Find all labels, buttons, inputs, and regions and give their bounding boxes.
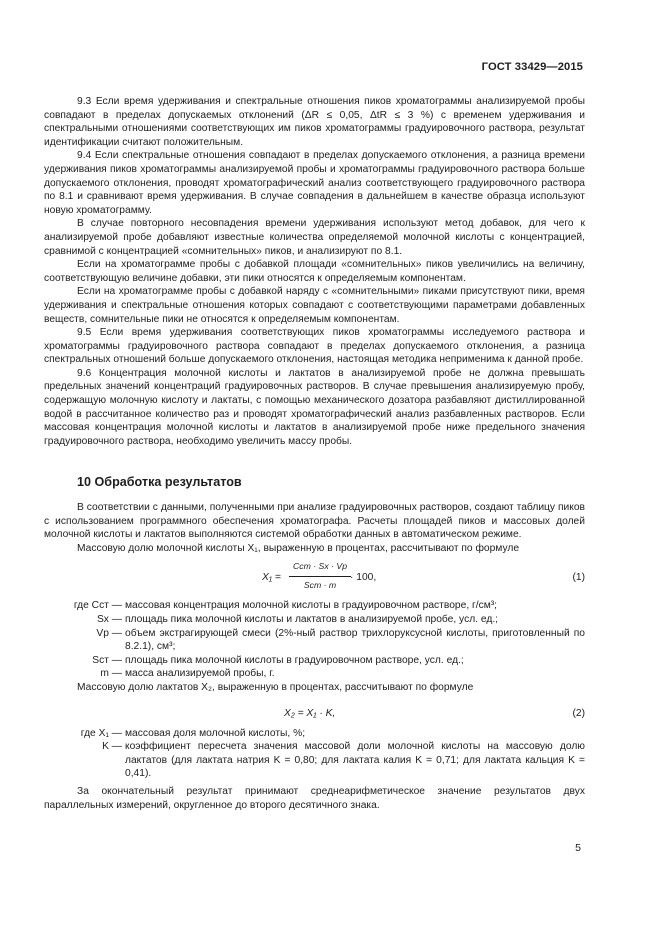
formula2-definitions xyxy=(44,727,585,781)
page-content xyxy=(44,95,585,812)
definition-symbol: Vр — xyxy=(96,627,122,639)
definition-text: масса анализируемой пробы, г. xyxy=(125,668,275,680)
formula-2 xyxy=(44,701,585,725)
paragraph-9-4-increase: Если на хроматограмме пробы с добавкой площади «сомнительных» пиков увеличились на величину, соответствующую величине добавки, эти пики относятся к определяемым компонентам. xyxy=(44,259,585,284)
formula1-lhs: X₁ = xyxy=(262,572,281,584)
definition-symbol: где Cст — xyxy=(73,600,122,612)
paragraph-9-6: 9.6 Концентрация молочной кислоты и лактатов в анализируемой пробе не должна превышать предельных значений концентраций градуировочных растворов. В случае превышения анализируемую пробу, содержащую молочную кислоту и лактаты, с помощью механического дозатора разбавляют дистиллированной водой в рассчитанное количество раз и проводят хроматографический анализ разбавленных растворов. Если массовая концентрация молочной кислоты и лактатов в анализируемой пробе ниже предельного значения градуировочного раствора, необходимо увеличить массу пробы. xyxy=(44,367,585,447)
definition-row xyxy=(44,667,585,681)
formula1-fraction xyxy=(289,560,351,592)
definition-row xyxy=(44,727,585,741)
paragraph-9-4-additions: В случае повторного несовпадения времени удерживания используют метод добавок, для чего к анализируемой пробе добавляют известные количества определяемой молочной кислоты с концентрацией, сравнимой с концентрацией «сомнительных» пиков, и анализируют по 8.1. xyxy=(44,218,585,257)
definition-symbol: Sст — xyxy=(92,654,122,666)
paragraph-9-5: 9.5 Если время удерживания соответствующих пиков хроматограммы исследуемого раствора и хроматограммы градуировочного раствора совпадают в пределах допускаемого отклонения, а разница спектральных отношений больше допускаемого отклонения, настоящая методика неприменима к данной пробе. xyxy=(44,327,585,366)
definition-row xyxy=(44,613,585,627)
formula1-definitions xyxy=(44,599,585,681)
definition-text: площадь пика молочной кислоты и лактатов в анализируемой пробе, усл. ед.; xyxy=(125,614,499,625)
page-number: 5 xyxy=(575,842,581,854)
formula1-denominator: Sст · m xyxy=(303,580,337,590)
definition-text: площадь пика молочной кислоты в градуировочном растворе, усл. ед.; xyxy=(125,654,464,666)
formula1-rhs: · 100, xyxy=(350,572,377,584)
definition-symbol: m — xyxy=(100,668,122,680)
definition-row xyxy=(44,599,585,613)
definition-row xyxy=(44,740,585,781)
section-intro: В соответствии с данными, полученными при анализе градуировочных растворов, создают таблицу пиков с использованием программного обеспечения хроматографа. Расчеты площадей пиков и массовых долей молочной кислоты и лактатов выполняются системой обработки данных в автоматическом режиме. xyxy=(44,502,585,541)
definition-text: массовая концентрация молочной кислоты в градуировочном растворе, г/см³; xyxy=(125,600,498,612)
formula1-numerator: Cст · Sx · Vр xyxy=(289,560,351,577)
formula1-intro: Массовую долю молочной кислоты X₁, выраженную в процентах, рассчитывают по формуле xyxy=(77,542,520,554)
definition-symbol: K — xyxy=(102,741,122,753)
formula2-number: (2) xyxy=(572,707,585,719)
definition-symbol: где X₁ — xyxy=(80,727,122,739)
paragraph-9-4-doubtful: Если на хроматограмме пробы с добавкой наряду с «сомнительными» пиками присутствуют пики, время удерживания и спектральные отношения которых совпадают с соответствующими параметрами добавленных веществ, сомнительные пики не относятся к определяемым компонентам. xyxy=(44,286,585,325)
formula1-number: (1) xyxy=(572,572,585,584)
formula-1 xyxy=(44,559,585,597)
formula2-body: X₂ = X₁ · K, xyxy=(284,707,336,719)
paragraph-9-4: 9.4 Если спектральные отношения совпадают в пределах допускаемого отклонения, а разница времени удерживания пиков хроматограммы анализируемой пробы и хроматограммы градуировочного раствора больше допускаемого отклонения, проводят хроматографический анализ соответствующего градуировочного раствора по 8.1 и сравнивают время удерживания. В случае совпадения в дальнейшем в качестве образца используют новую хроматограмму. xyxy=(44,150,585,216)
final-result-paragraph: За окончательный результат принимают среднеарифметическое значение результатов двух параллельных измерений, округленное до второго десятичного знака. xyxy=(44,785,585,811)
definition-row xyxy=(44,654,585,668)
standard-header: ГОСТ 33429—2015 xyxy=(481,61,583,73)
formula2-intro: Массовую долю лактатов X₂, выраженную в процентах, рассчитывают по формуле xyxy=(77,681,474,693)
definition-text: коэффициент пересчета значения массовой доли молочной кислоты на массовую долю лактатов (для лактата натрия K = 0,80; для лактата калия K = 0,71; для лактата кальция K = 0,41). xyxy=(125,741,585,780)
section-title: 10 Обработка результатов xyxy=(77,475,242,490)
paragraph-9-3: 9.3 Если время удерживания и спектральные отношения пиков хроматограммы анализируемой пробы совпадают в пределах допускаемых отклонений (ΔR ≤ 0,05, ΔtR ≤ 3 %) с временем удерживания и спектральными отношениями соответствующих им пиков хроматограммы градуировочного раствора, результат идентификации считают положительным. xyxy=(44,96,585,148)
definition-symbol: Sx — xyxy=(96,614,122,625)
definition-text: массовая доля молочной кислоты, %; xyxy=(125,727,306,739)
definition-text: объем экстрагирующей смеси (2%-ный раствор трихлоруксусной кислоты, приготовленный по 8.2.1), см³; xyxy=(125,627,585,653)
definition-row xyxy=(44,627,585,654)
